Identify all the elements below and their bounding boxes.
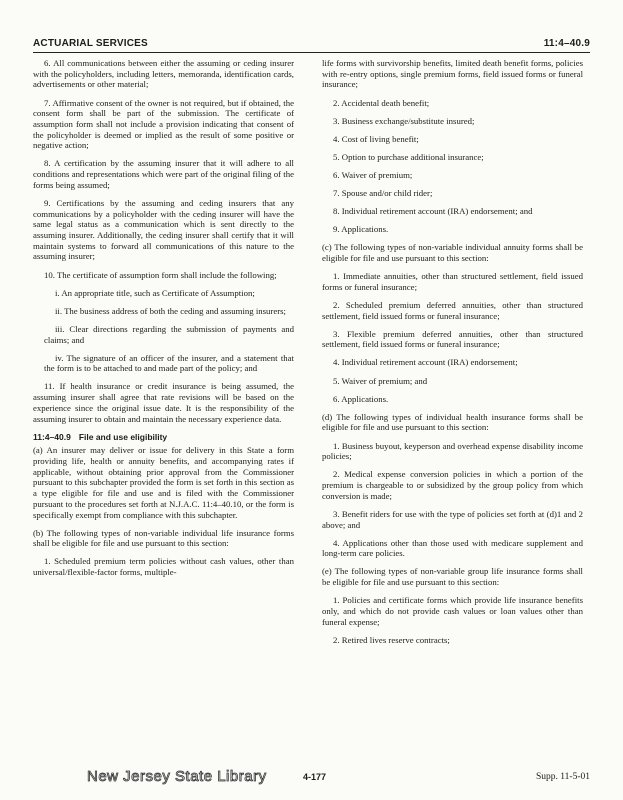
paragraph-9: 9. Certifications by the assuming and ceding insurers that any communications by a policyholder with the ceding insurer will have the same legal status as a communication which is sent directly to the assuming insurer. Additionally, the ceding insurer shall certify that it will maintain systems to forward all communications of this nature to the assuming insurer;: [33, 197, 294, 262]
left-column: [33, 58, 294, 585]
subsection-e-item-2: 2. Retired lives reserve contracts;: [333, 634, 450, 645]
section-number: 11:4–40.9: [33, 431, 71, 442]
subsection-b-item-7: 7. Spouse and/or child rider;: [333, 187, 433, 198]
subsection-d-item-4: 4. Applications other than those used with medicare supplement and long-term care policies.: [322, 537, 583, 559]
subsection-e: (e) The following types of non-variable group life insurance forms shall be eligible for file and use pursuant to this section:: [322, 566, 583, 588]
subsection-c: (c) The following types of non-variable individual annuity forms shall be eligible for file and use pursuant to this section:: [322, 242, 583, 263]
subsection-c-item-3: 3. Flexible premium deferred annuities, other than structured settlement, field issued forms or funeral insurance;: [322, 328, 583, 350]
subsection-d: (d) The following types of individual health insurance forms shall be eligible for file and use pursuant to this section:: [322, 411, 583, 433]
subsection-b-item-9: 9. Applications.: [333, 224, 389, 235]
subsection-b: (b) The following types of non-variable individual life insurance forms shall be eligible for file and use pursuant to this section:: [33, 527, 294, 549]
page-number: 4-177: [303, 772, 327, 782]
subsection-c-item-4: 4. Individual retirement account (IRA) endorsement;: [333, 357, 518, 368]
right-column: [322, 58, 583, 653]
supplement-date: Supp. 11-5-01: [535, 772, 590, 782]
subsection-b-item-3: 3. Business exchange/substitute insured;: [333, 115, 475, 126]
subsection-b-item-6: 6. Waiver of premium;: [333, 169, 413, 180]
header-chapter-title: ACTUARIAL SERVICES: [33, 38, 148, 49]
subparagraph-10-ii: ii. The business address of both the ceding and assuming insurers;: [55, 305, 286, 316]
subsection-e-item-1: 1. Policies and certificate forms which provide life insurance benefits only, and which do not provide cash values or loan values other than funeral expense;: [322, 595, 583, 627]
subsection-c-item-1: 1. Immediate annuities, other than structured settlement, field issued forms or funeral insurance;: [322, 271, 583, 292]
subsection-b-item-1: 1. Scheduled premium term policies without cash values, other than universal/flexible-factor forms, multiple-: [33, 556, 294, 578]
paragraph-6: 6. All communications between either the assuming or ceding insurer with the policyholders, including letters, memoranda, identification cards, advertisements or other material;: [33, 58, 294, 90]
running-header: [33, 34, 590, 53]
subsection-c-item-5: 5. Waiver of premium; and: [333, 375, 428, 386]
section-heading: [33, 432, 294, 443]
subparagraph-10-iv: iv. The signature of an officer of the insurer, and a statement that the form is to be attached to and made part of the policy; and: [44, 352, 294, 374]
subparagraph-10-iii: iii. Clear directions regarding the submission of payments and claims; and: [44, 323, 294, 345]
subsection-b-item-5: 5. Option to purchase additional insurance;: [333, 151, 484, 162]
subsection-b-item-4: 4. Cost of living benefit;: [333, 133, 419, 144]
paragraph-7: 7. Affirmative consent of the owner is not required, but if obtained, the consent form shall be part of the submission. The certificate of assumption form shall not include a provision indicating that consent of the policyholder is deemed or implied as the result of some positive or negative action;: [33, 97, 294, 151]
subsection-c-item-2: 2. Scheduled premium deferred annuities, other than structured settlement, field issued forms or funeral insurance;: [322, 299, 583, 321]
subparagraph-10-i: i. An appropriate title, such as Certificate of Assumption;: [55, 287, 255, 298]
subsection-d-item-1: 1. Business buyout, keyperson and overhead expense disability income policies;: [322, 440, 583, 462]
page-footer: [33, 768, 590, 790]
subsection-b-item-2: 2. Accidental death benefit;: [333, 97, 430, 108]
section-title: File and use eligibility: [78, 431, 168, 442]
paragraph-10: 10. The certificate of assumption form shall include the following;: [44, 269, 277, 280]
paragraph-11: 11. If health insurance or credit insurance is being assumed, the assuming insurer shall agree that rate revisions will be based on the experience since the original issue date. It is the responsibility of the assuming insurer to obtain and maintain the necessary experience data.: [33, 381, 294, 424]
subsection-a: (a) An insurer may deliver or issue for delivery in this State a form providing life, health or annuity benefits, and accompanying rates if applicable, without obtaining prior approval from the Commissioner pursuant to this subchapter provided the form is set forth in this section as a type eligible for file and use and is filed with the Commissioner pursuant to the procedures set forth at N.J.A.C. 11:4–40.10, or the form is specifically exempt from compliance with this subchapter.: [33, 445, 294, 520]
subsection-b-item-1-continued: life forms with survivorship benefits, limited death benefit forms, policies with re-entry options, single premium forms, field issued forms or funeral insurance;: [322, 58, 583, 90]
subsection-d-item-2: 2. Medical expense conversion policies in which a portion of the premium is chargeable to or subsidized by the group policy from which conversion is made;: [322, 469, 583, 501]
library-watermark: New Jersey State Library: [87, 768, 267, 785]
paragraph-8: 8. A certification by the assuming insurer that it will adhere to all conditions and representations which were part of the original filing of the forms being assumed;: [33, 158, 294, 190]
subsection-b-item-8: 8. Individual retirement account (IRA) endorsement; and: [333, 206, 533, 217]
subsection-c-item-6: 6. Applications.: [333, 393, 389, 404]
header-section-number: 11:4–40.9: [543, 38, 590, 49]
subsection-d-item-3: 3. Benefit riders for use with the type of policies set forth at (d)1 and 2 above; and: [322, 508, 583, 530]
